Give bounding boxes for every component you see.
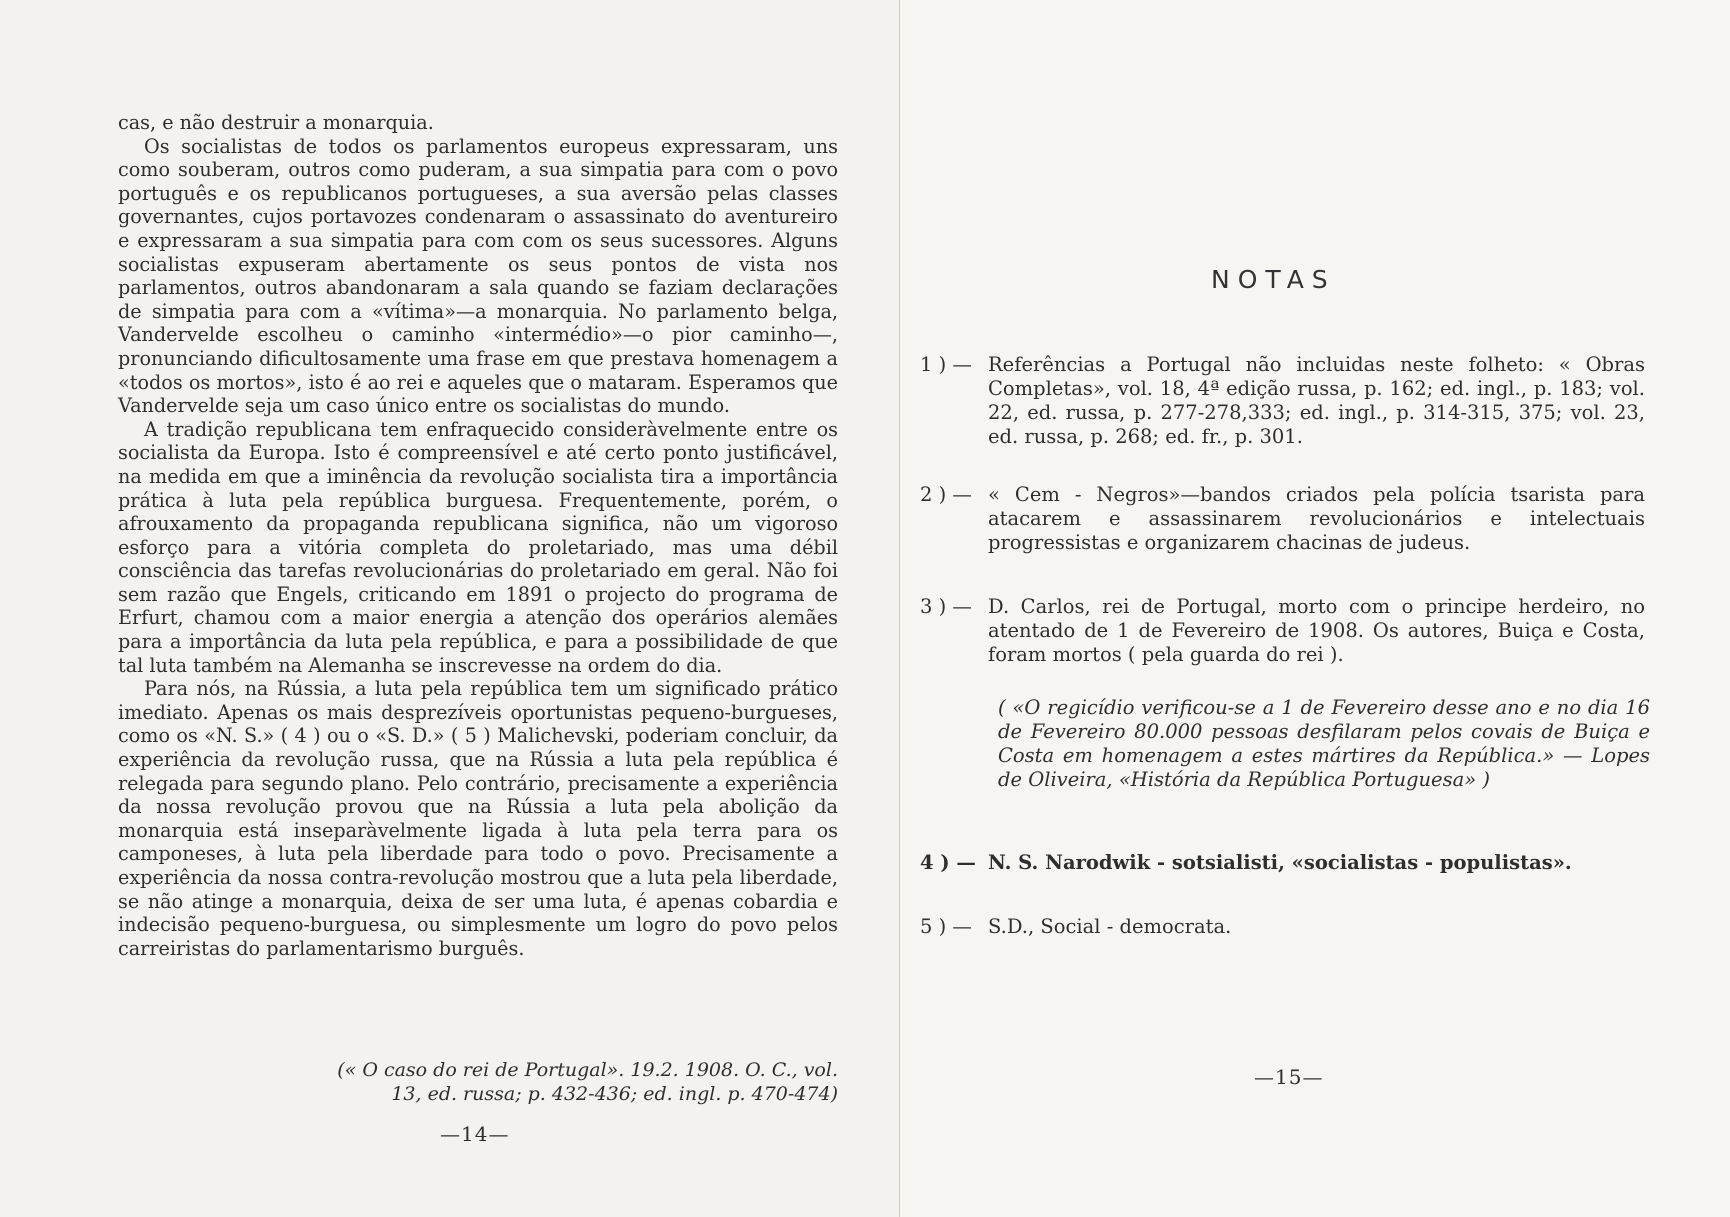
- note-text: D. Carlos, rei de Portugal, morto com o principe herdeiro, no atentado de 1 de Fevereiro de 1908. Os autores, Buiça e Costa, foram mortos ( pela guarda do rei ).: [988, 595, 1645, 666]
- note-2: [920, 483, 1645, 555]
- note-text: N. S. Narodwik - sotsialisti, «socialistas - populistas».: [988, 851, 1572, 874]
- note-5: [920, 915, 1645, 939]
- note-number: 2 ) —: [920, 483, 972, 506]
- note-text: Referências a Portugal não incluidas neste folheto: « Obras Completas», vol. 18, 4ª edição russa, p. 162; ed. ingl., p. 183; vol. 22, ed. russa, p. 277-278,333; ed. ingl., p. 314-315, 375; vol. 23, ed. russa, p. 268; ed. fr., p. 301.: [988, 353, 1645, 448]
- paragraph: Os socialistas de todos os parlamentos europeus expressaram, uns como souberam, outros como puderam, a sua simpatia para com o povo português e os republicanos portugueses, a sua aversão pelas classes governantes, cujos portavozes condenaram o assassinato do aventureiro e expressaram a sua simpatia para com com os seus sucessores. Alguns socialistas expuseram abertamente os seus pontos de vista nos parlamentos, outros abandonaram a sala quando se faziam declarações de simpatia para com a «vítima»—a monarquia. No parlamento belga, Vandervelde escolheu o caminho «intermédio»—o pior caminho—, pronunciando dificultosamente uma frase em que prestava homenagem a «todos os mortos», isto é ao rei e aqueles que o mataram. Esperamos que Vandervelde seja um caso único entre os socialistas do mundo.: [118, 134, 838, 418]
- note-number: 1 ) —: [920, 353, 972, 376]
- notes-title: NOTAS: [1211, 265, 1336, 294]
- note-text: « Cem - Negros»—bandos criados pela polícia tsarista para atacarem e assassinarem revolucionários e intelectuais progressistas e organizarem chacinas de judeus.: [988, 483, 1645, 554]
- citation: [118, 1058, 838, 1106]
- note-number: 4 ) —: [920, 851, 976, 874]
- note-number: 5 ) —: [920, 915, 972, 938]
- note-3-quote: ( «O regicídio verificou-se a 1 de Fevereiro desse ano e no dia 16 de Fevereiro 80.000 pessoas desfilaram pelos covais de Buiça e Costa em homenagem a estes mártires da República.» — Lopes de Oliveira, «História da República Portuguesa» ): [998, 696, 1650, 791]
- note-text: S.D., Social - democrata.: [988, 915, 1232, 938]
- paragraph: A tradição republicana tem enfraquecido consideràvelmente entre os socialista da Europa. Isto é compreensível e até certo ponto justificável, na medida em que a iminência da revolução socialista tira a importância prática à luta pela república burguesa. Frequentemente, porém, o afrouxamento da propaganda republicana significa, não um vigoroso esforço para a vitória completa do proletariado, mas uma débil consciência das tarefas revolucionárias do proletariado em geral. Não foi sem razão que Engels, criticando em 1891 o projecto do programa de Erfurt, chamou com a maior energia a atenção dos operários alemães para a importância da luta pela república, e para a possibilidade de que tal luta também na Alemanha se inscrevesse na ordem do dia.: [118, 417, 838, 677]
- page-number: —15—: [1254, 1065, 1324, 1089]
- citation-line: (« O caso do rei de Portugal». 19.2. 1908. O. C., vol.: [337, 1059, 838, 1081]
- note-number: 3 ) —: [920, 595, 972, 618]
- citation-line: 13, ed. russa; p. 432-436; ed. ingl. p. 470-474): [391, 1083, 838, 1105]
- note-4: [920, 851, 1645, 875]
- note-1: [920, 353, 1645, 449]
- note-3: [920, 595, 1645, 667]
- paragraph: cas, e não destruir a monarquia.: [118, 111, 434, 134]
- paragraph: Para nós, na Rússia, a luta pela república tem um significado prático imediato. Apenas os mais desprezíveis oportunistas pequeno-burgueses, como os «N. S.» ( 4 ) ou o «S. D.» ( 5 ) Malichevski, poderiam concluir, da experiência da revolução russa, que na Rússia a luta pela república é relegada para segundo plano. Pelo contrário, precisamente a experiência da nossa revolução provou que na Rússia a luta pela abolição da monarquia está inseparàvelmente ligada à luta pela terra para os camponeses, à luta pela liberdade para todo o povo. Precisamente a experiência da nossa contra-revolução mostrou que a luta pela liberdade, se não atinge a monarquia, deixa de ser uma luta, é apenas cobardia e indecisão pequeno-burguesa, ou simplesmente um logro do povo pelos carreiristas do parlamentarismo burguês.: [118, 677, 838, 960]
- left-page-body: [118, 111, 838, 960]
- page-number: —14—: [440, 1122, 510, 1146]
